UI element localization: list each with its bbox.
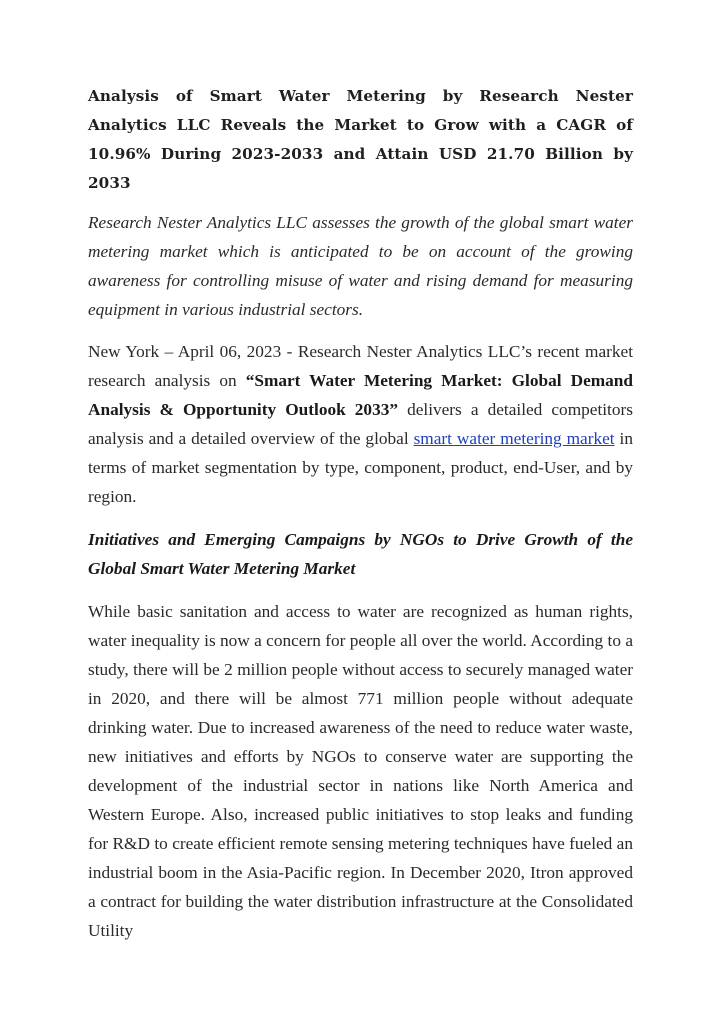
intro-lead-text: New York – April 06, 2023 - Research Nester Analytics LLC’s recent market research analysis on <box>88 342 633 390</box>
section-heading: Initiatives and Emerging Campaigns by NGOs to Drive Growth of the Global Smart Water Metering Market <box>88 530 633 578</box>
article-summary: Research Nester Analytics LLC assesses the growth of the global smart water metering market which is anticipated to be on account of the growing awareness for controlling misuse of water and rising demand for measuring equipment in various industrial sectors. <box>88 213 633 319</box>
report-title: “Smart Water Metering Market: Global Demand Analysis & Opportunity Outlook 2033” <box>88 371 633 419</box>
market-link[interactable]: smart water metering market <box>413 429 615 448</box>
section-body: While basic sanitation and access to water are recognized as human rights, water inequality is now a concern for people all over the world. According to a study, there will be 2 million people without access to securely managed water in 2020, and there will be almost 771 million people without adequate drinking water. Due to increased awareness of the need to reduce water waste, new initiatives and efforts by NGOs to conserve water are supporting the development of the industrial sector in nations like North America and Western Europe. Also, increased public initiatives to stop leaks and funding for R&D to create efficient remote sensing metering techniques have fueled an industrial boom in the Asia-Pacific region. In December 2020, Itron approved a contract for building the water distribution infrastructure at the Consolidated Utility <box>88 602 633 940</box>
document-page <box>88 82 633 945</box>
intro-middle-text: delivers a detailed competitors analysis and a detailed overview of the global <box>88 400 633 448</box>
article-headline: Analysis of Smart Water Metering by Research Nester Analytics LLC Reveals the Market to Grow with a CAGR of 10.96% During 2023-2033 and Attain USD 21.70 Billion by 2033 <box>88 87 633 192</box>
intro-paragraph <box>88 337 633 511</box>
intro-tail-text: in terms of market segmentation by type, component, product, end-User, and by region. <box>88 429 633 506</box>
